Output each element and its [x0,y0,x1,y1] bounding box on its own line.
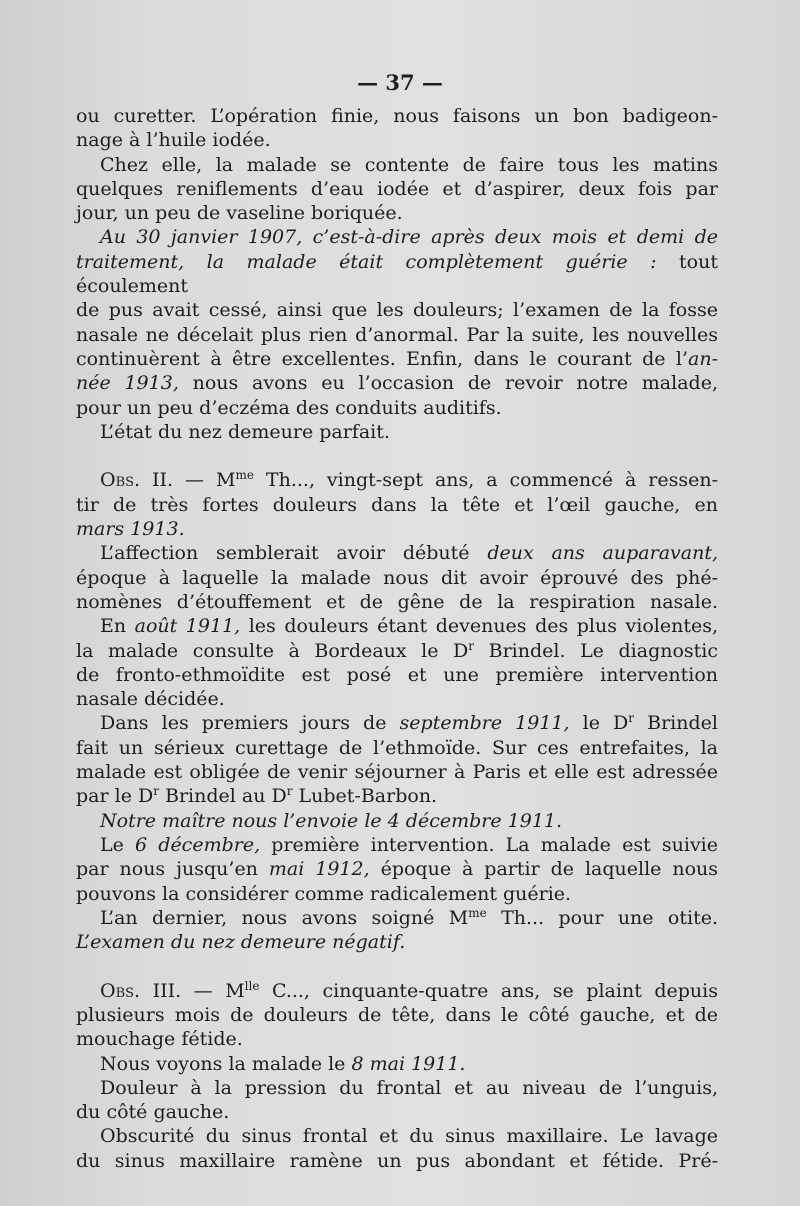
superscript: me [468,905,487,920]
text-line [76,371,718,395]
text-span: Th..., vingt-sept ans, a commencé à ressen- [253,469,718,492]
text-line: mouchage fétide. [76,1028,243,1051]
text-line: Douleur à la pression du frontal et au niveau de l’unguis, [100,1076,718,1099]
italic-text: née 1913, [76,372,179,395]
text-line: nasale décidée. [76,688,225,711]
text-line [76,711,718,735]
text-span: Nous voyons la malade le [100,1052,352,1075]
text-line [76,930,718,954]
text-line: du sinus maxillaire ramène un pus abondant et fétide. Pré- [76,1149,718,1172]
text-line [76,857,718,881]
superscript: r [468,638,475,653]
text-span: première intervention. La malade est suivie [260,833,718,856]
italic-text: août 1911, [134,615,241,638]
text-line [76,347,718,371]
text-line: ou curetter. L’opération finie, nous faisons un bon badigeon- [76,105,718,127]
italic-text: an- [688,347,718,370]
italic-text: 8 mai 1911. [351,1052,466,1075]
obs-label: Obs. III. [100,979,182,1002]
text-line: de fronto-ethmoïdite est posé et une première intervention [76,663,718,686]
superscript: lle [244,978,260,993]
text-line: Chez elle, la malade se contente de faire tous les matins [100,153,718,176]
text-span: continuèrent à être excellentes. Enfin, dans le courant de l’ [76,347,689,370]
text-span: époque à partir de laquelle nous [369,858,719,881]
section-gap [76,444,718,468]
text-span: Le [100,833,136,856]
italic-text: mars 1913. [76,518,185,541]
text-span: En [100,615,135,638]
section-gap [76,954,718,978]
text-span: — M [173,469,236,492]
superscript: r [153,784,159,799]
text-line: nasale ne décelait plus rien d’anormal. Par la suite, les nouvelles [76,323,718,346]
italic-text: mai 1912, [268,858,370,881]
text-line [76,809,718,833]
text-line: L’état du nez demeure parfait. [100,420,390,443]
text-span: Dans les premiers jours de [100,712,400,735]
page-number: — 37 — [357,70,443,95]
text-span: le D [569,712,629,735]
text-line: pour un peu d’eczéma des conduits auditifs. [76,396,502,419]
text-span: par le D [76,785,154,808]
body-text [76,104,718,1173]
italic-text: deux ans auparavant, [487,542,718,565]
text-span: — M [181,979,245,1002]
text-span: par nous jusqu’en [76,858,269,881]
text-line [76,225,718,249]
text-span: Brindel au D [158,785,287,808]
text-span: la malade consulte à Bordeaux le D [76,639,469,662]
text-line: époque à laquelle la malade nous dit avoir éprouvé des phé- [76,566,718,589]
text-line: jour, un peu de vaseline boriquée. [76,202,403,225]
text-line [76,541,718,565]
italic-text: septembre 1911, [399,712,570,735]
text-line: malade est obligée de venir séjourner à Paris et elle est adressée [76,761,718,784]
text-line: nomènes d’étouffement et de gêne de la respiration nasale. [76,590,718,613]
superscript: me [235,468,254,483]
text-line: pouvons la considérer comme radicalement guérie. [76,882,572,905]
observation-heading [76,979,718,1003]
text-line: quelques reniflements d’eau iodée et d’aspirer, deux fois par [76,177,718,200]
italic-text: L’examen du nez demeure négatif. [76,931,406,954]
text-span: les douleurs étant devenues des plus violentes, [240,615,718,638]
obs-label: Obs. II. [100,469,174,492]
text-span: Lubet-Barbon. [292,785,438,808]
text-line [76,833,718,857]
text-line [76,1052,718,1076]
text-span: Brindel. Le diagnostic [474,639,719,662]
text-line [76,639,718,663]
observation-heading [76,468,718,492]
text-span: Th... pour une otite. [486,906,718,929]
italic-text: Notre maître nous l’envoie le 4 décembre 1911. [100,809,563,832]
text-span: nous avons eu l’occasion de revoir notre malade, [178,372,718,395]
superscript: r [286,784,293,799]
text-line: de pus avait cessé, ainsi que les douleurs; l’examen de la fosse [76,299,718,322]
text-span: C..., cinquante-quatre ans, se plaint depuis [259,979,718,1002]
text-span: tout écoulement [76,250,718,298]
text-line [76,784,718,808]
text-line [76,250,718,299]
text-line: fait un sérieux curettage de l’ethmoïde. Sur ces entrefaites, la [76,736,718,759]
text-span: Brindel [634,712,718,735]
text-line: nage à l’huile iodée. [76,129,271,152]
italic-text: 6 décembre, [135,833,261,856]
text-line [76,517,718,541]
text-line: du côté gauche. [76,1101,230,1124]
superscript: r [628,711,635,726]
text-line: plusieurs mois de douleurs de tête, dans le côté gauche, et de [76,1003,718,1026]
text-span: L’affection semblerait avoir débuté [100,542,488,565]
text-span: L’an dernier, nous avons soigné M [100,906,469,929]
text-line [76,906,718,930]
text-line: tir de très fortes douleurs dans la tête et l’œil gauche, en [76,493,718,516]
text-line [76,614,718,638]
italic-text: traitement, la malade était complètement guérie : [76,250,657,273]
text-line: Obscurité du sinus frontal et du sinus maxillaire. Le lavage [100,1125,718,1148]
italic-text: Au 30 janvier 1907, c’est-à-dire après deux mois et demi de [100,226,718,249]
